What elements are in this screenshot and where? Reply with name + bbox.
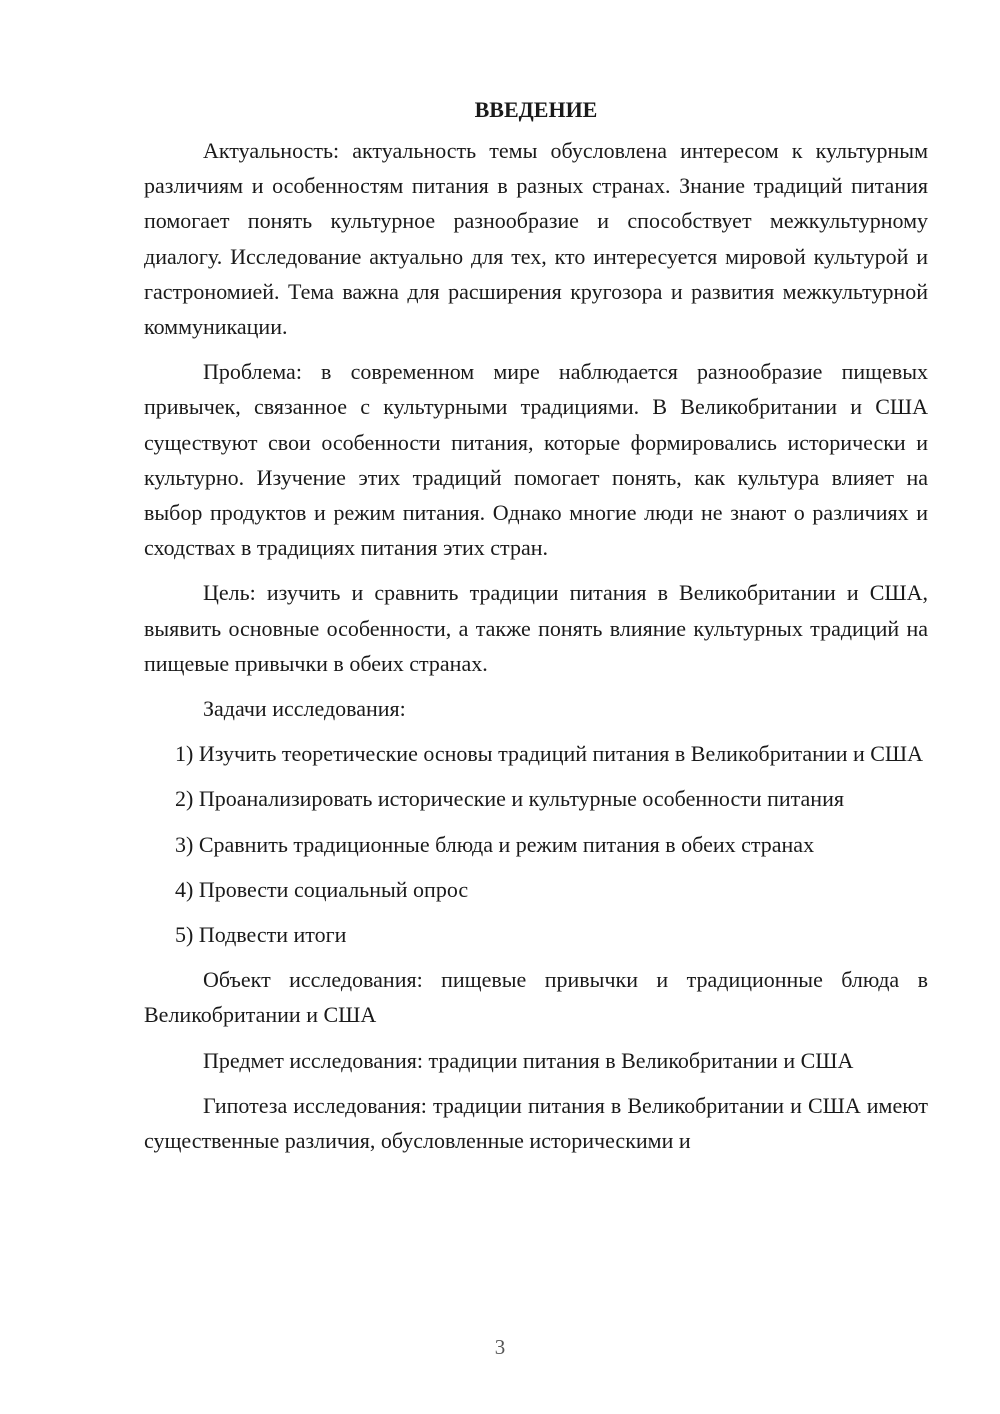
goal-paragraph: Цель: изучить и сравнить традиции питания в Великобритании и США, выявить основные особенности, а также понять влияние культурных традиций на пищевые привычки в обеих странах. — [144, 580, 928, 676]
page-number: 3 — [494, 1335, 506, 1359]
subject-paragraph: Предмет исследования: традиции питания в Великобритании и США — [203, 1047, 854, 1073]
object-paragraph: Объект исследования: пищевые привычки и традиционные блюда в Великобритании и США — [144, 967, 928, 1028]
task-item-5: 5) Подвести итоги — [175, 922, 347, 948]
document-page — [144, 92, 928, 1158]
task-item-4: 4) Провести социальный опрос — [175, 876, 469, 902]
task-item-3: 3) Сравнить традиционные блюда и режим питания в обеих странах — [175, 831, 815, 857]
relevance-paragraph: Актуальность: актуальность темы обусловлена интересом к культурным различиям и особенностям питания в разных странах. Знание традиций питания помогает понять культурное разнообразие и способствует межкультурному диалогу. Исследование актуально для тех, кто интересуется мировой культурой и гастрономией. Тема важна для расширения кругозора и развития межкультурной коммуникации. — [144, 138, 928, 340]
hypothesis-paragraph: Гипотеза исследования: традиции питания в Великобритании и США имеют существенные различия, обусловленные историческими и — [144, 1092, 928, 1154]
task-item-1: 1) Изучить теоретические основы традиций питания в Великобритании и США — [175, 741, 923, 767]
tasks-heading: Задачи исследования: — [203, 696, 406, 722]
section-heading: ВВЕДЕНИЕ — [474, 97, 598, 122]
task-item-2: 2) Проанализировать исторические и культурные особенности питания — [175, 786, 844, 812]
problem-paragraph: Проблема: в современном мире наблюдается разнообразие пищевых привычек, связанное с культурными традициями. В Великобритании и США существуют свои особенности питания, которые формировались исторически и культурно. Изучение этих традиций помогает понять, как культура влияет на выбор продуктов и режим питания. Однако многие люди не знают о различиях и сходствах в традициях питания этих стран. — [144, 359, 928, 561]
